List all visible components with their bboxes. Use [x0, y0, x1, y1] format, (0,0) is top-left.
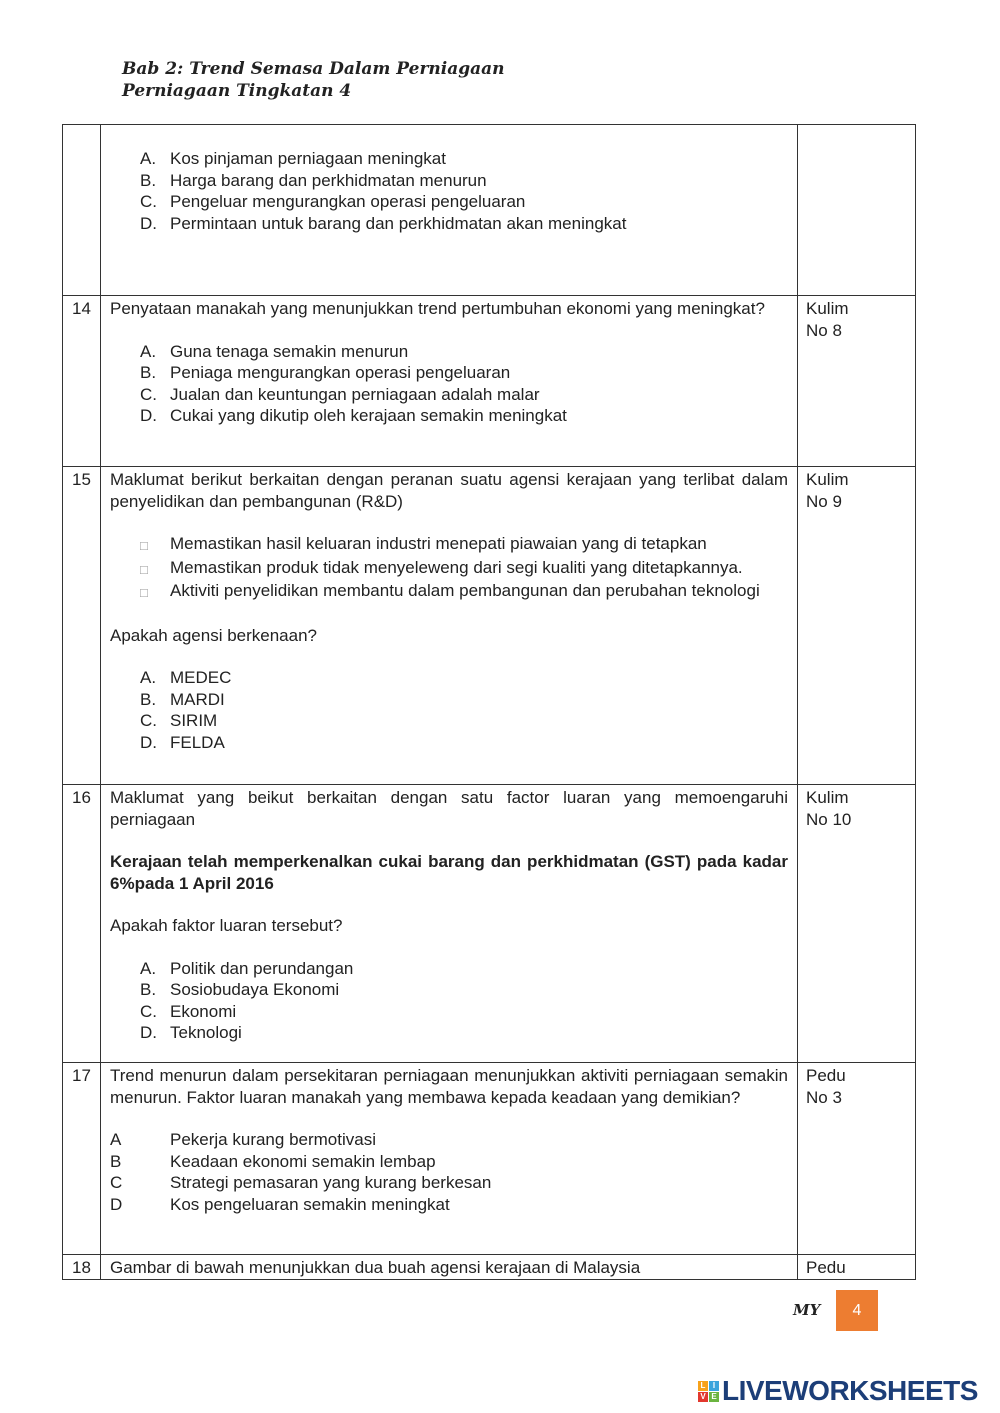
- option-list: [140, 341, 788, 427]
- option-item: A. MEDEC: [140, 668, 232, 687]
- question-stem: Penyataan manakah yang menunjukkan trend pertumbuhan ekonomi yang meningkat?: [110, 299, 765, 318]
- option-item: C Strategi pemasaran yang kurang berkesan: [110, 1173, 492, 1192]
- page-number-badge: 4: [836, 1290, 878, 1331]
- option-item: D. Cukai yang dikutip oleh kerajaan semakin meningkat: [140, 406, 567, 425]
- question-stem: Gambar di bawah menunjukkan dua buah agensi kerajaan di Malaysia: [110, 1258, 641, 1277]
- question-body: [101, 785, 798, 1063]
- source-school: Kulim: [806, 470, 849, 489]
- question-prompt: Apakah agensi berkenaan?: [110, 625, 317, 645]
- question-body: [101, 125, 798, 296]
- question-body: [101, 296, 798, 467]
- option-item: B. Harga barang dan perkhidmatan menurun: [140, 170, 487, 190]
- option-item: D. FELDA: [140, 732, 225, 752]
- option-item: C. SIRIM: [140, 711, 218, 730]
- question-stem: Maklumat yang beikut berkaitan dengan satu factor luaran yang memoengaruhi perniagaan: [110, 788, 788, 829]
- question-row-13-continued: [63, 125, 916, 296]
- source-school: Kulim: [806, 788, 849, 807]
- question-row-18: [63, 1255, 916, 1280]
- option-item: A Pekerja kurang bermotivasi: [110, 1130, 376, 1149]
- bullet-item: □ Aktiviti penyelidikan membantu dalam pembangunan dan perubahan teknologi: [140, 580, 788, 604]
- source-school: Pedu: [806, 1066, 846, 1085]
- liveworksheets-logo-icon: L I V E: [698, 1381, 719, 1402]
- option-list: [140, 958, 788, 1044]
- source-cell: [798, 1063, 916, 1255]
- source-cell: [798, 125, 916, 296]
- source-cell: [798, 467, 916, 785]
- option-item: A. Kos pinjaman perniagaan meningkat: [140, 149, 446, 168]
- option-list: [110, 1129, 788, 1215]
- option-item: C. Jualan dan keuntungan perniagaan adalah malar: [140, 384, 540, 404]
- source-number: No 10: [806, 809, 852, 829]
- document-header: [122, 58, 505, 102]
- liveworksheets-branding: [698, 1375, 978, 1407]
- footer-initials: MY: [793, 1301, 821, 1319]
- question-body: [101, 1255, 798, 1280]
- question-statement: Kerajaan telah memperkenalkan cukai barang dan perkhidmatan (GST) pada kadar 6%pada 1 April 2016: [110, 852, 788, 893]
- liveworksheets-wordmark: LIVEWORKSHEETS: [722, 1375, 978, 1406]
- question-row-17: [63, 1063, 916, 1255]
- source-cell: [798, 296, 916, 467]
- question-number: 18: [63, 1255, 101, 1280]
- bullet-item: □ Memastikan hasil keluaran industri menepati piawaian yang di tetapkan: [140, 533, 788, 557]
- source-number: No 8: [806, 320, 842, 340]
- option-item: B Keadaan ekonomi semakin lembap: [110, 1151, 436, 1171]
- source-cell: [798, 1255, 916, 1280]
- option-item: B. MARDI: [140, 689, 225, 709]
- question-body: [101, 1063, 798, 1255]
- source-number: No 3: [806, 1087, 842, 1107]
- question-body: [101, 467, 798, 785]
- option-item: A. Politik dan perundangan: [140, 958, 354, 978]
- chapter-title: Bab 2: Trend Semasa Dalam Perniagaan: [122, 59, 505, 79]
- option-item: D Kos pengeluaran semakin meningkat: [110, 1194, 450, 1214]
- option-item: B. Peniaga mengurangkan operasi pengeluaran: [140, 363, 511, 382]
- question-number: 15: [63, 467, 101, 785]
- question-row-16: [63, 785, 916, 1063]
- option-item: D. Permintaan untuk barang dan perkhidmatan akan meningkat: [140, 213, 627, 233]
- question-table: [62, 124, 916, 1280]
- question-row-14: [63, 296, 916, 467]
- question-number: 14: [63, 296, 101, 467]
- checkbox-glyph-icon: □: [140, 538, 148, 553]
- option-item: B. Sosiobudaya Ekonomi: [140, 980, 340, 999]
- question-row-15: [63, 467, 916, 785]
- source-cell: [798, 785, 916, 1063]
- source-school: Kulim: [806, 299, 849, 318]
- question-stem: Trend menurun dalam persekitaran perniagaan menunjukkan aktiviti perniagaan semakin menurun. Faktor luaran manakah yang membawa kepada keadaan yang demikian?: [110, 1066, 788, 1107]
- question-number: 16: [63, 785, 101, 1063]
- bullet-item: □ Memastikan produk tidak menyeleweng dari segi kualiti yang ditetapkannya.: [140, 557, 788, 581]
- question-prompt: Apakah faktor luaran tersebut?: [110, 916, 343, 935]
- question-number: 17: [63, 1063, 101, 1255]
- subject-title: Perniagaan Tingkatan 4: [122, 81, 352, 101]
- question-number-cell: [63, 125, 101, 296]
- option-item: C. Pengeluar mengurangkan operasi pengeluaran: [140, 192, 526, 211]
- option-list: [140, 148, 788, 234]
- source-school: Pedu: [806, 1258, 846, 1277]
- source-number: No 9: [806, 491, 842, 511]
- checkbox-glyph-icon: □: [140, 585, 148, 600]
- checkbox-glyph-icon: □: [140, 561, 148, 577]
- option-item: A. Guna tenaga semakin menurun: [140, 341, 409, 361]
- option-list: [140, 667, 788, 753]
- option-item: D. Teknologi: [140, 1023, 242, 1042]
- question-stem: Maklumat berikut berkaitan dengan peranan suatu agensi kerajaan yang terlibat dalam penyelidikan dan pembangunan (R&D): [110, 470, 788, 511]
- option-item: C. Ekonomi: [140, 1001, 237, 1021]
